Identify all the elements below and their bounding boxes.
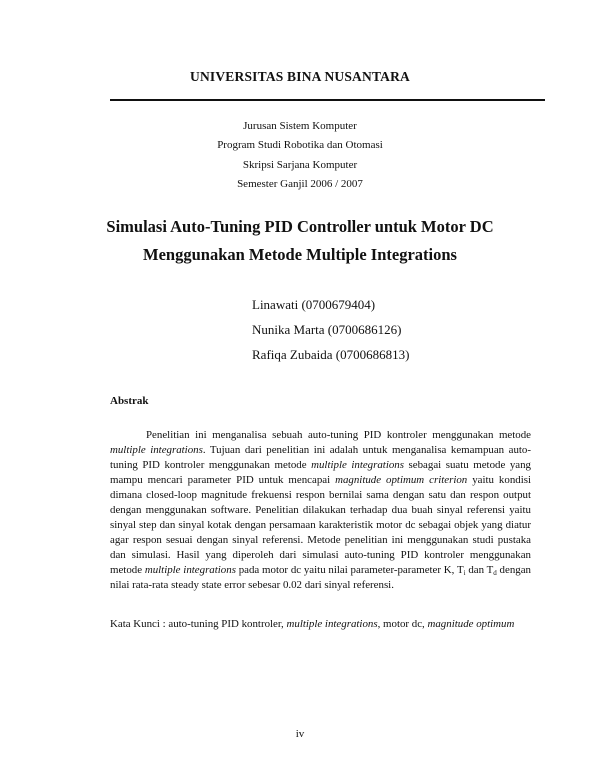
abstract-text: Penelitian ini menganalisa sebuah auto-tuning PID kontroler menggunakan metode (146, 429, 531, 441)
keyword-emphasis: multiple integrations (286, 618, 378, 630)
abstract-text: yaitu kondisi dimana closed-loop magnitude frekuensi respon bernilai sama dengan satu dan respon output dengan menggunakan software. Penelitian dilakukan terhadap dua buah sinyal referensi yaitu sinyal step dan sinyal kotak dengan persamaan karakteristik motor dc sebagai objek yang diatur agar respon sesuai dengan sinyal referensi. Metode penelitian ini menggunakan studi pustaka dan simulasi. Hasil yang diperoleh dari simulasi auto-tuning PID kontroler menggunakan metode (110, 474, 531, 577)
abstract-text: sebagai suatu metode yang mampu mencari parameter PID untuk mencapai (110, 459, 532, 487)
department-line: Jurusan Sistem Komputer (243, 120, 357, 132)
page-number: iv (295, 728, 305, 740)
abstract-emphasis: multiple integrations (311, 459, 404, 472)
keyword-emphasis: magnitude optimum (427, 618, 515, 630)
program-line: Program Studi Robotika dan Otomasi (217, 139, 383, 151)
abstract-emphasis: magnitude optimum criterion (335, 474, 468, 487)
keyword-text: , motor dc, (377, 618, 428, 630)
subscript-i: i (463, 569, 466, 578)
subscript-d: d (493, 569, 497, 578)
university-name: UNIVERSITAS BINA NUSANTARA (190, 69, 410, 84)
header-rule (110, 99, 545, 101)
keywords-label: Kata Kunci : (110, 618, 169, 630)
degree-line: Skripsi Sarjana Komputer (242, 159, 358, 171)
keyword-text: auto-tuning PID kontroler, (168, 618, 287, 630)
abstract-heading: Abstrak (110, 395, 149, 407)
paper-title-line-2: Menggunakan Metode Multiple Integrations (143, 245, 457, 264)
abstract-text: . Tujuan dari penelitian ini adalah untuk menganalisa kemampuan auto-tuning PID kontroler menggunakan metode (110, 444, 531, 472)
abstract-text: dengan nilai rata-rata steady state error sebesar 0.02 dari sinyal referensi. (110, 564, 531, 592)
abstract-text: dan T (465, 564, 494, 577)
author-2: Nunika Marta (0700686126) (252, 322, 402, 337)
abstract-emphasis: multiple integrations (110, 444, 203, 457)
abstract-body (110, 428, 531, 594)
author-3: Rafiqa Zubaida (0700686813) (252, 347, 410, 362)
author-1: Linawati (0700679404) (252, 297, 376, 312)
abstract-emphasis: multiple integrations (144, 564, 236, 577)
semester-line: Semester Ganjil 2006 / 2007 (237, 178, 363, 190)
keywords (110, 617, 531, 632)
abstract-text: pada motor dc yaitu nilai parameter-parameter K, T (235, 564, 464, 577)
paper-title-line-1: Simulasi Auto-Tuning PID Controller untuk Motor DC (106, 217, 494, 236)
